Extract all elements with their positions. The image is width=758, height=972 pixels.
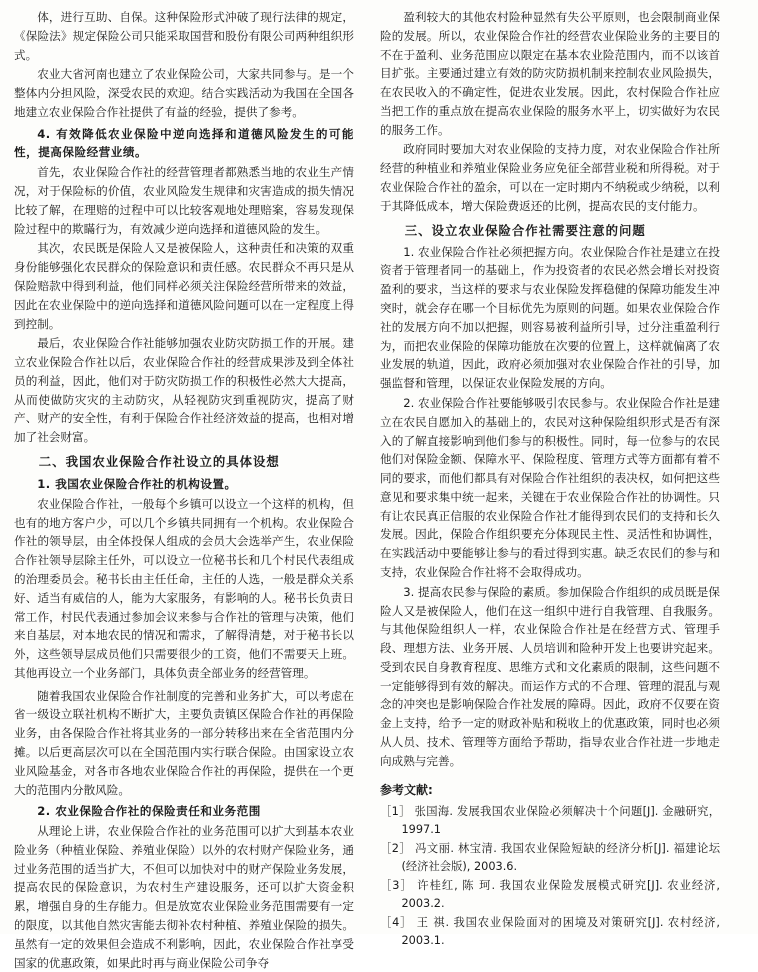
paragraph: 从理论上讲，农业保险合作社的业务范围可以扩大到基本农业险业务（种植业保险、养殖业保险）以外的农村财产保险业务，通过业务范围的适当扩大，不但可以加快对中的财产保险业务发展，提高农民的保险意识，为农村生产建设服务，还可以扩大资金积累，增强自身的生存能力。但是放宽农业保险业务范围需要有一定的限度，以其他自然灾害能去彻补农村种植、养殖业保险的损失。虽然有一定的效果但会造成不利影响，因此，农业保险合作社享受国家的优惠政策，如果此时再与商业保险公司争夺: [14, 824, 354, 970]
subsection-heading: 2. 农业保险合作社的保险责任和业务范围: [37, 804, 261, 819]
paragraph: 政府同时要加大对农业保险的支持力度，对农业保险合作社所经营的种植业和养殖业保险业务应免征全部营业税和所得税。对于农业保险合作社的盈余，可以在一定时期内不纳税或少纳税，以利于其降低成本，增大保险费返还的比例，提高农民的支付能力。: [380, 142, 720, 213]
subsection-paragraph: 1. 农业保险合作社必须把握方向。农业保险合作社是建立在投资者于管理者同一的基础上，作为投资者的农民必然会增长对投资盈利的要求，当这样的要求与农业保险发挥稳健的保障功能发生冲突时，就会存在哪一个目标优先为原则的问题。如果农业保险合作社的发展方向不加以把握，则容易被利益所引导，过分注重盈利行为，而把农业保险的保障功能放在次要的位置上，这样就偏离了农业发展的轨道，因此，政府必须加强对农业保险合作社的引导，加强监督和管理，以保证农业保险发展的方向。: [380, 244, 720, 391]
paragraph: 最后，农业保险合作社能够加强农业防灾防损工作的开展。建立农业保险合作社以后，农业保险合作社的经营成果涉及到全体社员的利益，因此，他们对于防灾防损工作的积极性必然大大提高，从而使做防灾灾的主动防灾，从轻视防灾到重视防灾，提高了财产、财产的安全性，有利于保险合作社经济效益的提高，也相对增加了社会财富。: [14, 336, 354, 445]
reference-item: ［1］ 张国海. 发展我国农业保险必须解决十个问题[J]. 金融研究，1997.1: [380, 805, 720, 837]
section-heading: 二、我国农业保险合作社设立的具体设想: [38, 453, 280, 469]
right-column: [380, 8, 720, 948]
paragraph: 首先，农业保险合作社的经营管理者都熟悉当地的农业生产情况，对于保险标的价值，农业风险发生规律和灾害造成的损失情况比较了解，在理赔的过程中可以比较客观地处理赔案，容易发现保险过程中的欺瞞行为，有效减少逆向选择和道德风险的发生。: [14, 165, 354, 236]
subsection-paragraph: 3. 提高农民参与保险的素质。参加保险合作组织的成员既是保险人又是被保险人，他们在这一组织中进行自我管理、自我服务。与其他保险组织人一样，农业保险合作社是在经营方式、管理手段、理想方法、业务开展、人员培训和险种开发上也要讲究起来。受到农民自身教育程度、思维方式和文化素质的限制，这些问题不一定能够得到有效的解决。而运作方式的不合理、管理的混乱与观念的冲突也是影响保险合作社发展的障碍。因此，政府不仅要在资金上支持，给予一定的财政补贴和税收上的优惠政策，同时也必须从人员、技术、管理等方面给予帮助，指导农业合作社进一步地走向成熟与完善。: [380, 584, 720, 768]
reference-item: ［3］ 许桂红, 陈 珂. 我国农业保险发展模式研究[J]. 农业经济, 2003.2.: [380, 879, 720, 911]
paragraph: 其次，农民既是保险人又是被保险人，这种责任和决策的双重身份能够强化农民群众的保险意识和责任感。农民群众不再只是从保险赔款中得到利益，他们同样必须关注保险经营所带来的效益，因此在农业保险中的逆向选择和道德风险问题可以在一定程度上得到控制。: [14, 241, 354, 331]
left-column: [14, 8, 354, 970]
subsection-paragraph: 2. 农业保险合作社要能够吸引农民参与。农业保险合作社是建立在农民自愿加入的基础上的，农民对这种保险组织形式是否有深入的了解直接影响到他们参与的积极性。同时，每一位参与的农民他们对保险金额、保障水平、保险程度、管理方式等方面都有着不同的要求，而他们都具有对保险合作社组织的表决权，如何把这些意见和要求集中统一起来，关键在于农业保险合作社的协调性。只有让农民真正信服的农业保险合作社才能得到农民们的支持和长久发展。因此，保险合作组织要充分体现民主性、灵活性和协调性，在实践活动中要能够让参与的看过得到实惠。缺乏农民们的参与和支持，农业保险合作社将不会取得成功。: [380, 395, 720, 579]
references-title: 参考文献:: [380, 782, 433, 797]
paragraph: 体，进行互助、自保。这种保险形式沖破了现行法律的规定，《保险法》规定保险公司只能采取国营和股份有限公司两种组织形式。: [14, 10, 354, 62]
paragraph: 农业保险合作社，一般每个乡镇可以设立一个这样的机构，但也有的地方客户少，可以几个乡镇共同拥有一个机构。农业保险合作社的领导层，由全体投保人组成的会员大会选举产生，农业保险合作社领导层除主任外，可以设立一位秘书长和几个村民代表组成的治理委员会。秘书长由主任任命，主任的人选，一般是群众关系好、适当有威信的人，能为大家服务，有影响的人。秘书长负责日常工作，村民代表通过参加会议来参与合作社的管理与决策，他们来自基层，对本地农民的情况和需求，了解得清楚，对于秘书长以外，这些领导层成员他们只需要很少的工资，他们不需要天上班。其他再设立一个业务部门，具体负责全部业务的经营管理。: [14, 496, 354, 680]
subsection-heading: 4. 有效降低农业保险中逆向选择和道德风险发生的可能性，提高保险经营业绩。: [14, 126, 354, 160]
paragraph: 盈利较大的其他农村险种显然有失公平原则，也会限制商业保险的发展。所以，农业保险合作社的经营农业保险业务的主要目的不在于盈利、业务范围应以限定在基本农业险范围内，而不以该首目扩张。主要通过建立有效的防灾防损机制来控制农业风险损失，在农民收入的不确定性，促进农业发展。因此，农村保险合作社应当把工作的重点放在提高农业保险的服务水平上，切实做好为农民的服务工作。: [380, 10, 720, 137]
section-heading: 三、设立农业保险合作社需要注意的问题: [404, 222, 646, 238]
paragraph: 农业大省河南也建立了农业保险公司，大家共同参与。是一个整体内分担风险，深受农民的欢迎。结合实践活动为我国在全国各地建立农业保险合作社提供了有益的经验，提供了参考。: [14, 67, 354, 119]
two-column-layout: [14, 8, 744, 970]
reference-item: ［4］ 王 祺. 我国农业保险面对的困境及对策研究[J]. 农村经济, 2003.1.: [380, 916, 720, 948]
reference-item: ［2］ 冯文丽. 林宝清. 我国农业保险短缺的经济分析[J]. 福建论坛 (经济社会版), 2003.6.: [380, 842, 720, 874]
paragraph: 随着我国农业保险合作社制度的完善和业务扩大，可以考虑在省一级设立联社机构不断扩大，主要负责镇区保险合作社的再保险业务，由各保险合作社将其业务的一部分转移出来在全省范围内分摊。以后更高层次可以在全国范围内实行联合保险。由国家设立农业风险基金，对各市各地农业保险合作社的再保险，提供在一个更大的范围内分散风险。: [14, 688, 354, 797]
subsection-heading: 1. 我国农业保险合作社的机构设置。: [37, 477, 237, 492]
